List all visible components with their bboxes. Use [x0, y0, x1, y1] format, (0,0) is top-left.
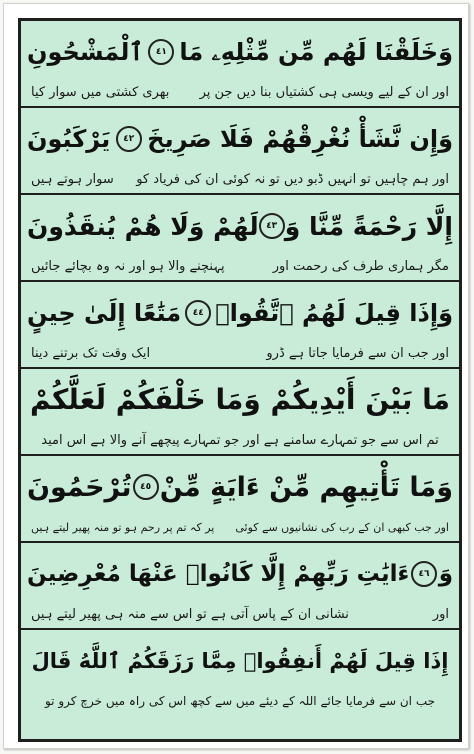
quran-page [18, 18, 462, 742]
arabic-line-5 [27, 373, 453, 427]
arabic-text: مَتَٰعًا إِلَىٰ حِينٍ [27, 299, 182, 327]
arabic-text: يَرْكَبُونَ [27, 125, 111, 153]
translation-line-4 [31, 342, 449, 364]
line-divider [21, 367, 459, 369]
arabic-line-2 [27, 112, 453, 166]
arabic-text: وَخَلَقْنَا لَهُم مِّن مِّثْلِهِۦ مَا [179, 38, 453, 66]
arabic-text: إِلَّا رَحْمَةً مِّنَّا وَ [284, 211, 453, 241]
line-divider [21, 106, 459, 108]
line-divider [21, 193, 459, 195]
arabic-text: وَإِن نَّشَأْ نُغْرِقْهُمْ فَلَا صَرِيخَ [147, 125, 453, 153]
translation-text: تم اس سے جو تمہارے سامنے ہے اور جو تمہارے پیچھے آنے والا ہے اس امید [41, 432, 439, 448]
arabic-text: مَا بَيْنَ أَيْدِيكُمْ وَمَا خَلْفَكُمْ لَعَلَّكُمْ [30, 383, 451, 416]
translation-text: اور [432, 606, 449, 622]
translation-text: اور جب ان سے فرمایا جاتا ہے ڈرو [266, 345, 449, 361]
arabic-text: إِذَا قِيلَ لَهُمْ أَنفِقُوا۟ مِمَّا رَزَقَكُمُ ٱللَّهُ قَالَ [31, 648, 449, 673]
line-divider [21, 454, 459, 456]
arabic-text: ٱلْمَشْحُونِ [27, 38, 144, 66]
translation-text: نشانی ان کے پاس آتی ہے تو اس سے منہ ہی پھیر لیتے ہیں [31, 606, 349, 622]
page-frame [3, 3, 469, 749]
translation-line-1 [31, 81, 449, 103]
translation-line-7 [31, 603, 449, 625]
arabic-text: وَمَا تَأْتِيهِم مِّنْ ءَايَةٍ مِّنْ [159, 471, 453, 503]
arabic-line-1 [27, 25, 453, 79]
arabic-text: لَهُمْ وَلَا هُمْ يُنقَذُونَ [27, 211, 259, 241]
arabic-line-6 [27, 460, 453, 514]
ayah-number-marker: ٤٣ [259, 213, 285, 239]
ayah-number-marker: ٤٥ [133, 474, 159, 500]
translation-text: اور ہم چاہیں تو انہیں ڈبو دیں تو نہ کوئی ان کی فریاد کو [136, 171, 449, 187]
translation-text: مگر ہماری طرف کی رحمت اور [272, 258, 449, 274]
arabic-line-7 [27, 547, 453, 601]
translation-text: بھری کشتی میں سوار کیا [31, 84, 170, 100]
translation-line-5 [31, 429, 449, 451]
arabic-text: وَإِذَا قِيلَ لَهُمُ ٱتَّقُوا۟ [215, 299, 453, 327]
translation-line-6 [31, 516, 449, 538]
arabic-line-3 [27, 199, 453, 253]
arabic-text: وَ [438, 560, 453, 587]
translation-text: جب ان سے فرمایا جائے اللہ کے دیئے میں سے کچھ اس کی راہ میں خرچ کرو تو [44, 694, 436, 708]
translation-text: سوار ہوتے ہیں [31, 171, 114, 187]
line-divider [21, 628, 459, 630]
ayah-number-marker: ٤١ [148, 39, 174, 65]
translation-text: ایک وقت تک برتنے دینا [31, 345, 151, 361]
arabic-line-8 [27, 634, 453, 688]
translation-text: پر کہ تم پر رحم ہو تو منہ پھیر لیتے ہیں [31, 520, 215, 534]
translation-line-8 [31, 690, 449, 712]
translation-text: اور ان کے لیے ویسی ہی کشتیاں بنا دیں جن پر [199, 84, 449, 100]
ayah-number-marker: ٤٦ [411, 561, 437, 587]
ayah-number-marker: ٤٤ [185, 300, 211, 326]
line-divider [21, 280, 459, 282]
translation-line-2 [31, 168, 449, 190]
arabic-line-4 [27, 286, 453, 340]
line-divider [21, 541, 459, 543]
arabic-text: تُرْحَمُونَ [27, 471, 132, 503]
translation-line-3 [31, 255, 449, 277]
translation-text: پہنچنے والا ہو اور نہ وہ بچائے جائیں [31, 258, 225, 274]
ayah-number-marker: ٤٢ [116, 126, 142, 152]
arabic-text: ءَايَٰتِ رَبِّهِمْ إِلَّا كَانُوا۟ عَنْهَا مُعْرِضِينَ [27, 560, 410, 587]
translation-text: اور جب کبھی ان کے رب کی نشانیوں سے کوئی [235, 520, 449, 534]
